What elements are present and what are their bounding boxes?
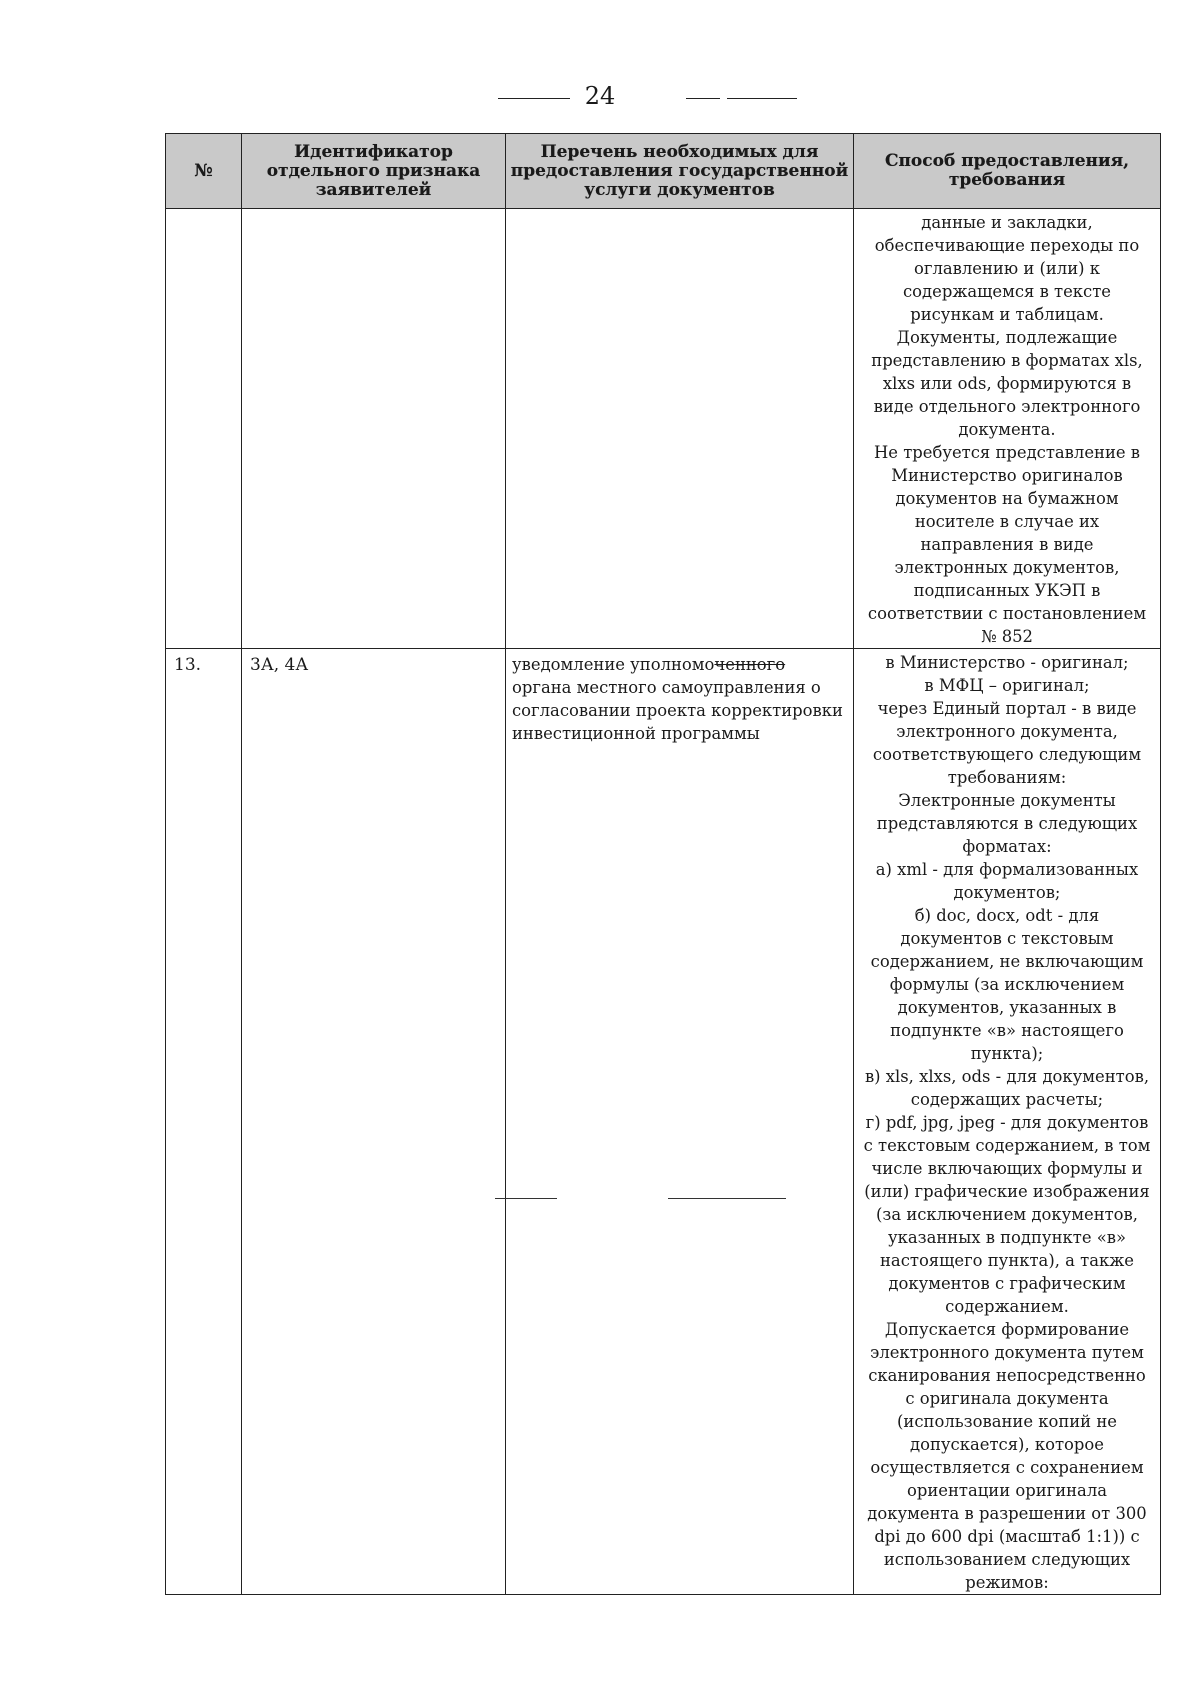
table-row (166, 209, 1161, 649)
header-method: Способ предоставления, требования (854, 134, 1161, 209)
row-number-cell (166, 209, 242, 649)
method-paragraph: в) xls, xlxs, ods - для документов, содержащих расчеты; (864, 1067, 1150, 1109)
row-identifier-cell: 3А, 4А (242, 649, 506, 1595)
page-number-rule-left (498, 98, 570, 99)
method-paragraph: Не требуется представление в Министерство оригиналов документов на бумажном носителе в случае их направления в виде электронных документов, подписанных УКЭП в соответствии с постановлением № 852 (867, 443, 1147, 646)
page-number: 24 (584, 82, 616, 110)
row-documents-cell (506, 649, 854, 1595)
page-number-rule-mid (686, 98, 720, 99)
document-text-part: органа местного самоуправления о согласовании проекта корректировки инвестиционной программы (512, 678, 843, 743)
method-paragraph: Документы, подлежащие представлению в форматах xls, xlxs или ods, формируются в виде отдельного электронного документа. (871, 328, 1143, 439)
table-row (166, 649, 1161, 1595)
method-paragraph: г) pdf, jpg, jpeg - для документов с текстовым содержанием, в том числе включающих формулы и (или) графические изображения (за исключением документов, указанных в подпункте «в» настоящего пункта), а также документов с графическим содержанием. (863, 1113, 1151, 1316)
row-documents-cell (506, 209, 854, 649)
method-paragraph: а) xml - для формализованных документов; (875, 860, 1139, 902)
method-paragraph: в Министерство - оригинал; (885, 653, 1129, 672)
method-paragraph: Электронные документы представляются в следующих форматах: (876, 791, 1138, 856)
services-table (165, 133, 1161, 1595)
method-paragraph: данные и закладки, обеспечивающие переходы по оглавлению и (или) к содержащемся в тексте рисункам и таблицам. (874, 213, 1140, 324)
row-method-cell (854, 649, 1161, 1595)
method-paragraph: б) doc, docx, odt - для документов с текстовым содержанием, не включающим формулы (за исключением документов, указанных в подпункте «в» настоящего пункта); (870, 906, 1144, 1063)
header-documents: Перечень необходимых для предоставления государственной услуги документов (506, 134, 854, 209)
document-text-struck: ченного (714, 655, 786, 674)
row-method-cell (854, 209, 1161, 649)
method-paragraph: через Единый портал - в виде электронного документа, соответствующего следующим требованиям: (872, 699, 1142, 787)
header-identifier: Идентификатор отдельного признака заявителей (242, 134, 506, 209)
table-header-row (166, 134, 1161, 209)
document-text-part: уведомление уполномо (512, 655, 715, 674)
method-paragraph: Допускается формирование электронного документа путем сканирования непосредственно с оригинала документа (использование копий не допускается), которое осуществляется с сохранением ориентации оригинала документа в разрешении от 300 dpi до 600 dpi (масштаб 1:1)) с использованием следующих режимов: (867, 1320, 1147, 1592)
scan-artifact-line (668, 1198, 786, 1199)
row-number-cell: 13. (166, 649, 242, 1595)
page-number-rule-right (727, 98, 797, 99)
row-identifier-cell (242, 209, 506, 649)
method-paragraph: в МФЦ – оригинал; (924, 676, 1090, 695)
scan-artifact-line (495, 1198, 557, 1199)
header-number: № (166, 134, 242, 209)
